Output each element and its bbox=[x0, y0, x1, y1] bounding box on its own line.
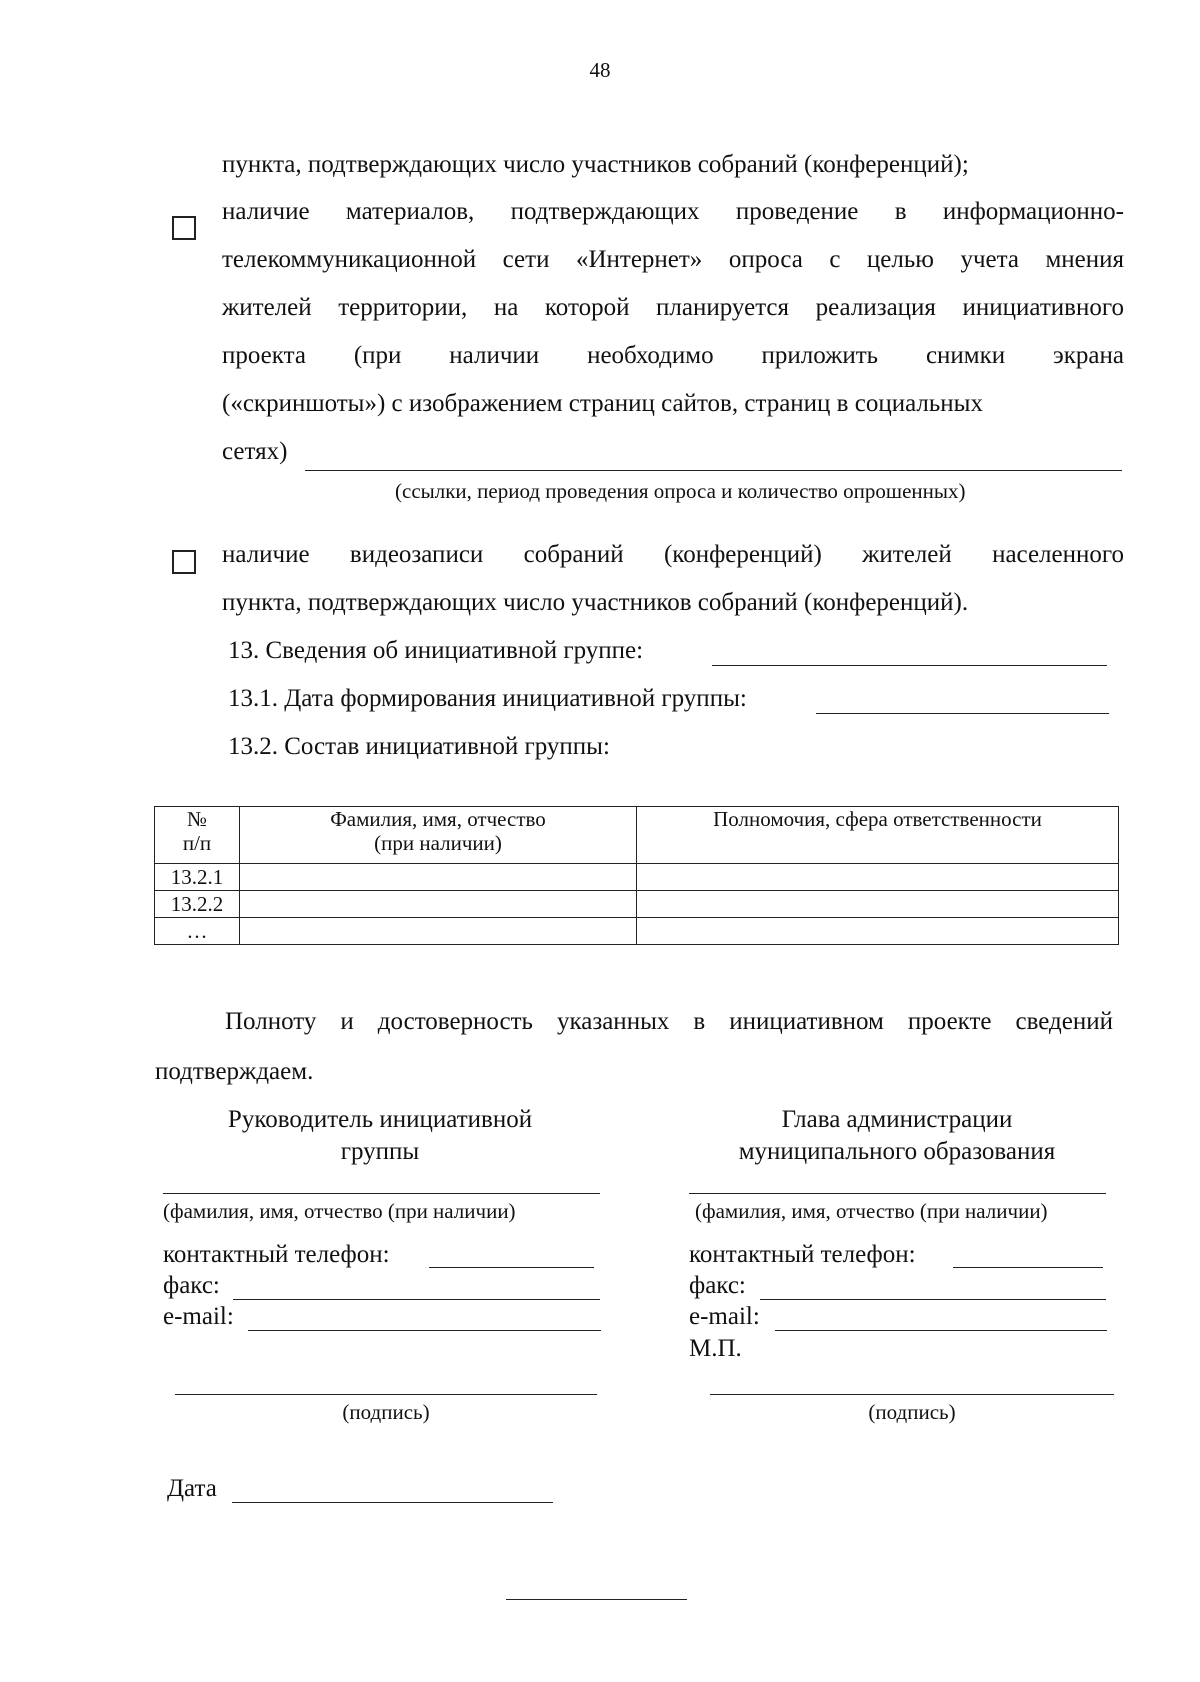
section-13-1-label: 13.1. Дата формирования инициативной группы: bbox=[228, 685, 747, 712]
table-row bbox=[155, 891, 1119, 918]
row-number: 13.2.2 bbox=[155, 891, 240, 918]
table-row bbox=[155, 864, 1119, 891]
right-fax-label: факс: bbox=[689, 1272, 746, 1299]
right-fio-input-line[interactable] bbox=[689, 1193, 1106, 1194]
left-email-input-line[interactable] bbox=[248, 1330, 601, 1331]
text-line: проекта (при наличии необходимо приложить снимки экрана bbox=[222, 342, 1124, 369]
text-line: жителей территории, на которой планируется реализация инициативного bbox=[222, 294, 1124, 321]
right-signature-line[interactable] bbox=[710, 1394, 1114, 1395]
left-fax-input-line[interactable] bbox=[233, 1299, 600, 1300]
confirmation-line: Полноту и достоверность указанных в инициативном проекте сведений bbox=[225, 1008, 1113, 1035]
header-text: Полномочия, сфера ответственности bbox=[713, 807, 1042, 831]
table-row bbox=[155, 918, 1119, 945]
links-caption: (ссылки, период проведения опроса и количество опрошенных) bbox=[395, 479, 966, 503]
right-fio-caption: (фамилия, имя, отчество (при наличии) bbox=[695, 1199, 1048, 1223]
date-input-line[interactable] bbox=[232, 1502, 553, 1503]
fio-cell[interactable] bbox=[240, 891, 637, 918]
group-info-input-line[interactable] bbox=[712, 665, 1107, 666]
group-composition-table bbox=[154, 806, 1119, 945]
formation-date-input-line[interactable] bbox=[816, 713, 1109, 714]
checkbox-internet-survey[interactable] bbox=[172, 216, 196, 240]
table-header-number bbox=[155, 807, 240, 864]
right-signature-caption: (подпись) bbox=[868, 1400, 956, 1424]
left-email-label: e-mail: bbox=[163, 1303, 234, 1330]
left-signer-title: Руководитель инициативной bbox=[227, 1106, 533, 1133]
header-text: п/п bbox=[182, 831, 212, 855]
fio-cell[interactable] bbox=[240, 918, 637, 945]
authority-cell[interactable] bbox=[637, 918, 1119, 945]
authority-cell[interactable] bbox=[637, 891, 1119, 918]
links-input-line[interactable] bbox=[305, 470, 1122, 471]
right-signer-title: Глава администрации bbox=[781, 1106, 1013, 1133]
left-fax-label: факс: bbox=[163, 1272, 220, 1299]
confirmation-line: подтверждаем. bbox=[155, 1058, 314, 1085]
left-fio-caption: (фамилия, имя, отчество (при наличии) bbox=[163, 1199, 516, 1223]
left-signer-title: группы bbox=[340, 1138, 420, 1165]
text-line: («скриншоты») с изображением страниц сайтов, страниц в социальных bbox=[222, 390, 983, 417]
row-number: … bbox=[155, 918, 240, 945]
left-signature-line[interactable] bbox=[175, 1394, 597, 1395]
right-phone-label: контактный телефон: bbox=[689, 1241, 916, 1268]
text-line: сетях) bbox=[222, 438, 288, 465]
text-line: телекоммуникационной сети «Интернет» опроса с целью учета мнения bbox=[222, 246, 1124, 273]
section-13-2-label: 13.2. Состав инициативной группы: bbox=[228, 733, 610, 760]
fio-cell[interactable] bbox=[240, 864, 637, 891]
left-signature-caption: (подпись) bbox=[342, 1400, 430, 1424]
page-number: 48 bbox=[589, 58, 611, 82]
stamp-label: М.П. bbox=[689, 1335, 742, 1362]
header-text: Фамилия, имя, отчество bbox=[330, 807, 546, 831]
left-phone-input-line[interactable] bbox=[429, 1267, 594, 1268]
table-header-authority bbox=[637, 807, 1119, 864]
left-fio-input-line[interactable] bbox=[163, 1193, 600, 1194]
row-number: 13.2.1 bbox=[155, 864, 240, 891]
right-phone-input-line[interactable] bbox=[953, 1267, 1103, 1268]
table-header-fio bbox=[240, 807, 637, 864]
left-phone-label: контактный телефон: bbox=[163, 1241, 390, 1268]
date-label: Дата bbox=[167, 1475, 217, 1502]
right-signer-title: муниципального образования bbox=[738, 1138, 1056, 1165]
text-line: наличие видеозаписи собраний (конференций) жителей населенного bbox=[222, 541, 1124, 568]
text-line: пункта, подтверждающих число участников собраний (конференций). bbox=[222, 589, 969, 616]
header-text: № bbox=[186, 807, 208, 831]
end-separator bbox=[506, 1599, 687, 1600]
text-line: пункта, подтверждающих число участников собраний (конференций); bbox=[222, 151, 969, 178]
text-line: наличие материалов, подтверждающих проведение в информационно- bbox=[222, 198, 1124, 225]
checkbox-video-recording[interactable] bbox=[172, 550, 196, 574]
section-13-label: 13. Сведения об инициативной группе: bbox=[228, 637, 644, 664]
authority-cell[interactable] bbox=[637, 864, 1119, 891]
table-header-row bbox=[155, 807, 1119, 864]
right-email-input-line[interactable] bbox=[775, 1330, 1107, 1331]
header-text: (при наличии) bbox=[374, 831, 502, 855]
right-fax-input-line[interactable] bbox=[760, 1299, 1106, 1300]
right-email-label: e-mail: bbox=[689, 1303, 760, 1330]
